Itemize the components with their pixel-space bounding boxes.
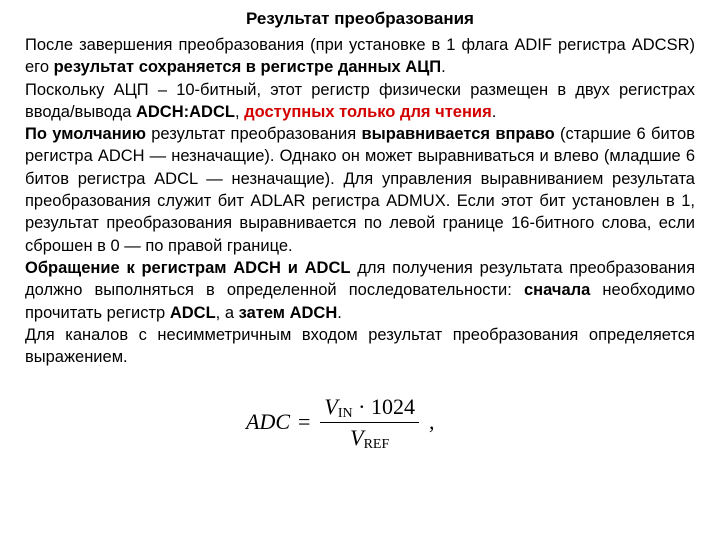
- text-span: результат преобразования: [145, 125, 362, 144]
- document-body: [25, 34, 695, 368]
- page-title: Результат преобразования: [246, 9, 474, 28]
- paragraph-3: [25, 123, 695, 257]
- highlighted-text: доступных только для чтения: [244, 102, 492, 121]
- formula-lhs: ADC: [246, 409, 290, 434]
- text-span: После завершения преобразования (при установке в 1 флага ADIF регистра ADCSR) его: [25, 36, 695, 77]
- paragraph-2: [25, 79, 695, 124]
- text-span: (старшие 6 битов регистра ADCH — незначащие). Однако он может выравниваться и влево (младшие 6 битов регистра ADCL — незначащие). Для управления выравниванием результата преобразования служит бит ADLAR регистра ADMUX. Если этот бит установлен в 1, результат преобразования выравнивается по левой границе 16-битного слова, если сброшен в 0 — по правой границе.: [25, 125, 695, 255]
- var-v: V: [350, 424, 364, 450]
- formula-fraction: [320, 394, 419, 451]
- bold-text: :: [183, 102, 190, 121]
- bold-text: выравнивается вправо: [361, 125, 555, 144]
- text-span: .: [441, 58, 446, 77]
- bold-text: ADCL: [189, 102, 235, 121]
- bold-text: ADCH: [135, 102, 184, 121]
- bold-text: сначала: [523, 281, 591, 300]
- text-span: Поскольку АЦП – 10-битный, этот регистр физически размещен в двух регистрах ввода/вывода: [25, 80, 695, 121]
- bold-text: ADCL: [169, 303, 216, 322]
- formula-equals: =: [298, 409, 311, 434]
- bold-text: Обращение к регистрам ADCH и ADCL: [25, 258, 351, 277]
- subscript-in: IN: [337, 405, 353, 421]
- bold-text: результат сохраняется в регистре данных АЦП: [53, 58, 442, 77]
- var-v: V: [324, 393, 338, 419]
- formula-comma: ,: [428, 409, 435, 434]
- paragraph-5: Для каналов с несимметричным входом результат преобразования определяется выражением.: [25, 325, 695, 367]
- text-span: ,: [234, 102, 245, 121]
- text-span: необходимо прочитать регистр: [25, 281, 695, 322]
- text-span: , а: [215, 303, 239, 322]
- text-span: .: [337, 303, 342, 322]
- paragraph-4: [25, 257, 695, 324]
- text-span: для получения результата преобразования должно выполняться в определенной последовательности:: [25, 258, 696, 300]
- bold-text: затем ADCH: [238, 303, 338, 322]
- subscript-ref: REF: [363, 436, 390, 452]
- formula-denominator: [346, 423, 393, 451]
- bold-text: По умолчанию: [25, 125, 146, 144]
- paragraph-1: [25, 34, 695, 79]
- numerator-rest: · 1024: [352, 393, 415, 419]
- formula-numerator: [320, 394, 419, 423]
- text-span: .: [491, 102, 497, 121]
- adc-formula: [246, 392, 434, 452]
